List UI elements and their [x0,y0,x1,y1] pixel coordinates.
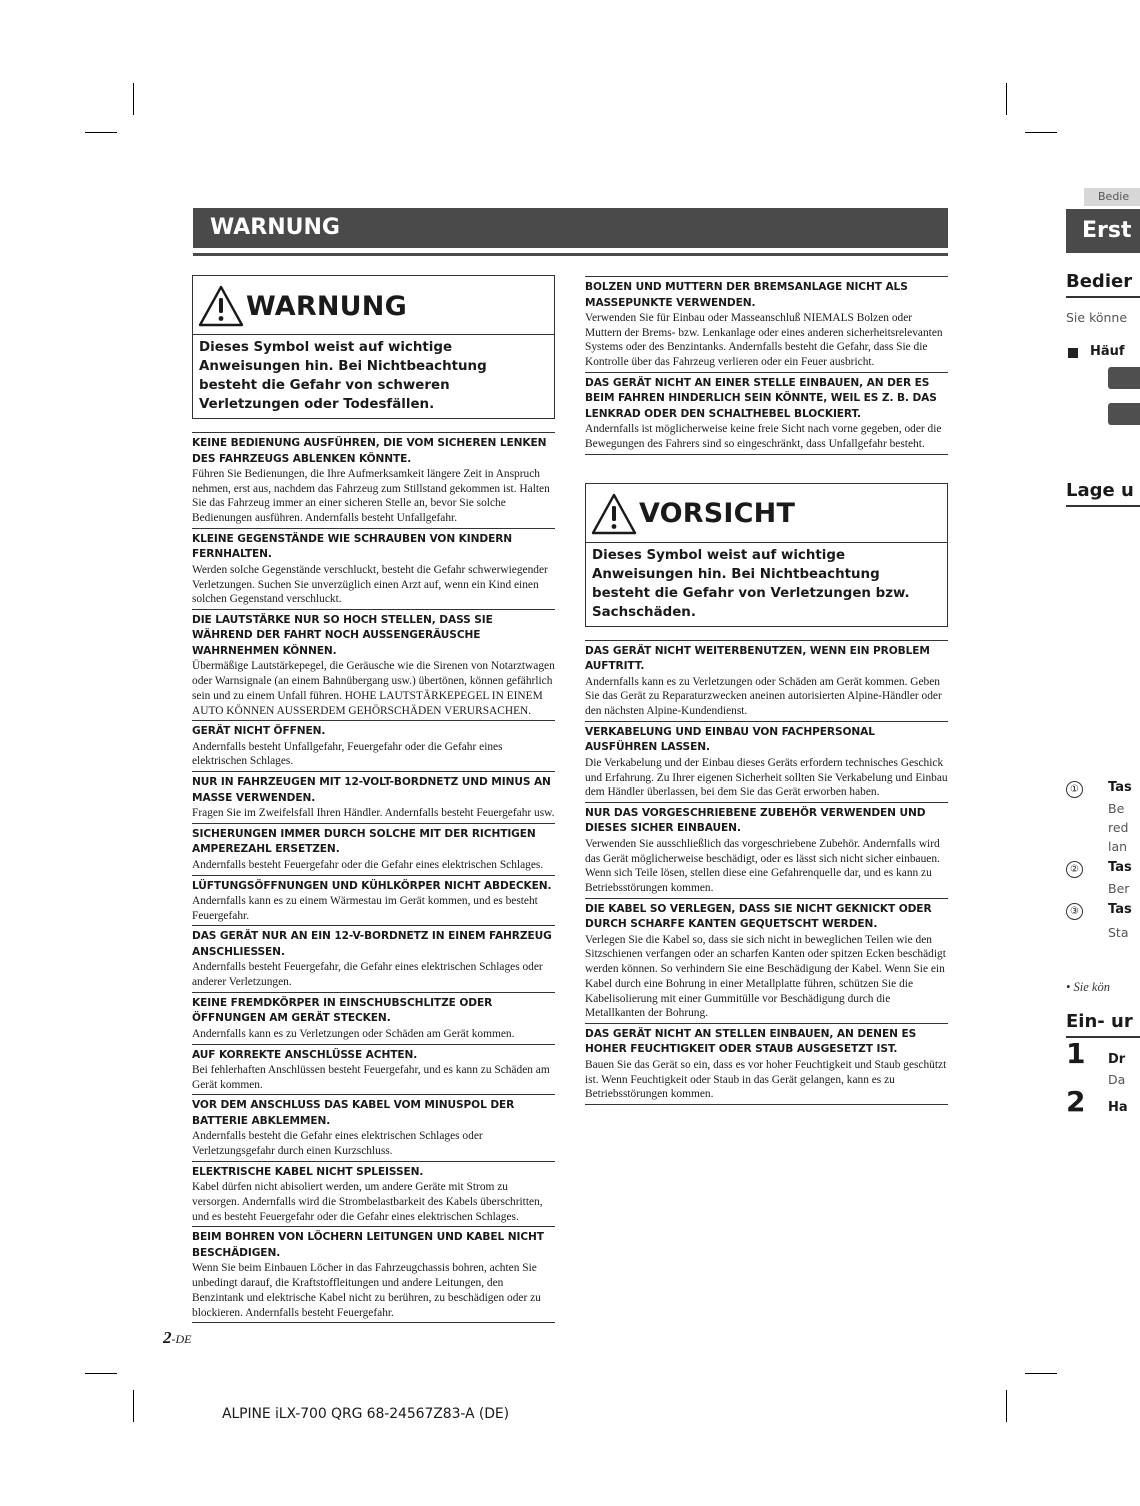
warning-item-body: Kabel dürfen nicht abisoliert werden, um andere Geräte mit Strom zu versorgen. Andernfalls wird die Strombelastbarkeit des Kabels überschritten, und es besteht Feuergefahr oder die Gefahr eines elektrischen Schlages. [192,1181,543,1223]
warning-box [192,275,555,419]
warning-item [192,926,555,992]
warning-item-heading: GERÄT NICHT ÖFFNEN. [192,725,326,738]
callout-text: Sta [1108,925,1129,940]
callout-label: Tas [1108,902,1132,917]
crop-mark [1006,1390,1007,1422]
warning-item-body: Andernfalls besteht Feuergefahr, die Gefahr eines elektrischen Schlages oder anderer Verletzungen. [192,961,543,989]
warning-item-heading: KEINE BEDIENUNG AUSFÜHREN, DIE VOM SICHEREN LENKEN DES FAHRZEUGS ABLENKEN KÖNNTE. [192,437,547,465]
warning-item [585,803,948,899]
warning-item-heading: NUR DAS VORGESCHRIEBENE ZUBEHÖR VERWENDEN UND DIESES SICHER EINBAUEN. [585,806,926,835]
warning-item-heading: BEIM BOHREN VON LÖCHERN LEITUNGEN UND KABEL NICHT BESCHÄDIGEN. [192,1231,544,1259]
warning-item-body: Wenn Sie beim Einbauen Löcher in das Fahrzeugchassis bohren, achten Sie unbedingt darauf, die Kraftstoffleitungen und andere Leitungen, den Benzintank und elektrische Kabel nicht zu berühren, zu beschädigen oder zu blockieren. Andernfalls besteht Feuergefahr. [192,1262,541,1319]
warning-item-heading: BOLZEN UND MUTTERN DER BREMSANLAGE NICHT ALS MASSEPUNKTE VERWENDEN. [585,281,908,309]
page-number [163,1328,192,1348]
crop-mark [1025,132,1057,133]
warning-item [192,824,555,876]
crop-mark [1025,1373,1057,1374]
warning-item-body: Übermäßige Lautstärkepegel, die Geräusche wie die Sirenen von Notarztwagen oder Warnsignale (an einem Bahnübergang usw.) übertönen, können gefährlich sein und zu einem Unfall führen. HOHE LAUTSTÄRKEPEGEL IN EINEM AUTO KÖNNEN AUSSERDEM GEHÖRSCHÄDEN VERURSACHEN. [192,660,555,717]
warning-item-heading: DAS GERÄT NICHT WEITERBENUTZEN, WENN EIN PROBLEM AUFTRITT. [585,644,930,673]
caution-title: VORSICHT [639,498,796,530]
crop-mark [133,83,134,115]
button-graphic [1108,367,1140,389]
caution-description: Dieses Symbol weist auf wichtige Anweisungen hin. Bei Nichtbeachtung besteht die Gefahr von Verletzungen bzw. Sachschäden. [592,547,910,620]
warning-item [585,899,948,1024]
warning-item-heading: DAS GERÄT NICHT AN EINER STELLE EINBAUEN, AN DER ES BEIM FAHREN HINDERLICH SEIN KÖNNTE, WEIL ES Z. B. DAS LENKRAD ODER DEN SCHALTHEBEL BLOCKIERT. [585,376,937,420]
warning-item-body: Andernfalls besteht die Gefahr eines elektrischen Schlages oder Verletzungsgefahr durch einen Kurzschluss. [192,1130,483,1158]
warning-item [192,432,555,529]
warning-item [192,1045,555,1096]
caution-box-head [586,484,947,543]
warning-item-body: Andernfalls kann es zu Verletzungen oder Schäden am Gerät kommen. [192,1027,515,1040]
warning-item-body: Andernfalls kann es zu einem Wärmestau im Gerät kommen, und es besteht Feuergefahr. [192,895,538,922]
warning-item-body: Andernfalls kann es zu Verletzungen oder Schäden am Gerät kommen. Geben Sie das Gerät zu Reparaturzwecken aneinen autorisierten Alpine-Händler oder den nächsten Alpine-Kundendienst. [585,675,942,718]
next-page-tab: Bedie [1084,188,1140,206]
heading-rule [1066,505,1140,507]
warning-item [192,993,555,1045]
warning-item [192,876,555,927]
warning-item [192,721,555,772]
warning-item-heading: AUF KORREKTE ANSCHLÜSSE ACHTEN. [192,1048,418,1061]
warning-item-body: Bei fehlerhaften Anschlüssen besteht Feuergefahr, und es kann zu Schäden am Gerät kommen. [192,1064,550,1091]
callout-text: Ber [1108,881,1130,896]
next-page-intro: Sie könne [1066,310,1128,325]
callout-text: lan [1108,839,1128,854]
warning-item-heading: DAS GERÄT NICHT AN STELLEN EINBAUEN, AN DENEN ES HOHER FEUCHTIGKEIT ODER STAUB AUSGESETZT IST. [585,1027,917,1056]
next-page-subheading: Häuf [1090,344,1125,359]
warning-item-heading: VERKABELUNG UND EINBAU VON FACHPERSONAL AUSFÜHREN LASSEN. [585,725,875,754]
mid-column [585,276,948,1105]
callout-label: Tas [1108,860,1132,875]
next-page-heading-ein: Ein- ur [1066,1011,1133,1032]
crop-mark [1006,83,1007,115]
warning-item-body: Führen Sie Bedienungen, die Ihre Aufmerksamkeit längere Zeit in Anspruch nehmen, erst aus, nachdem das Fahrzeug zum Stillstand gekommen ist. Halten Sie das Fahrzeug immer an einer sicheren Stelle an, bevor Sie solche Bedienungen ausführen. Andernfalls besteht Unfallgefahr. [192,468,550,525]
warning-item [192,610,555,721]
warning-item-heading: SICHERUNGEN IMMER DURCH SOLCHE MIT DER RICHTIGEN AMPEREZAHL ERSETZEN. [192,827,536,856]
warning-box-head [193,276,554,335]
bullet-square [1068,348,1078,358]
crop-mark [133,1390,134,1422]
step-number-1: 1 [1066,1037,1086,1070]
warning-item [192,529,555,610]
callout-label: Tas [1108,780,1132,795]
warning-item-heading: KEINE FREMDKÖRPER IN EINSCHUBSCHLITZE ODER ÖFFNUNGEN AM GERÄT STECKEN. [192,996,493,1025]
warning-description: Dieses Symbol weist auf wichtige Anweisungen hin. Bei Nichtbeachtung besteht die Gefahr von schweren Verletzungen oder Todesfällen. [199,340,487,412]
warning-item-heading: DAS GERÄT NUR AN EIN 12-V-BORDNETZ IN EINEM FAHRZEUG ANSCHLIESSEN. [192,930,552,958]
warning-item-body: Verlegen Sie die Kabel so, dass sie sich nicht in beweglichen Teilen wie den Sitzschienen verfangen oder an scharfen Kanten oder spitzen Ecken beschädigt werden können. So verhindern Sie eine Beschädigung der Kabel. Wenn Sie ein Kabel durch eine Bohrung in einer Metallplatte führen, schützen Sie die Kabelisolierung mit einer Gummitülle vor Beschädigung durch die Metallkanten der Bohrung. [585,933,946,1020]
warning-item-heading: DIE LAUTSTÄRKE NUR SO HOCH STELLEN, DASS SIE WÄHREND DER FAHRT NOCH AUSSENGERÄUSCHE WAHRNEHMEN KÖNNEN. [192,613,493,657]
warning-item [585,640,948,722]
left-column [192,275,555,1323]
warning-item-body: Verwenden Sie für Einbau oder Masseanschluß NIEMALS Bolzen oder Muttern der Brems- bzw. Lenkanlage oder eines anderen sicherheitsrelevanten Systems oder des Benzintanks. Andernfalls besteht die Gefahr, dass Sie die Kontrolle über das Fahrzeug verlieren oder ein Feuer ausbricht. [585,312,943,369]
warning-item [192,1227,555,1323]
warning-item-heading: NUR IN FAHRZEUGEN MIT 12-VOLT-BORDNETZ UND MINUS AN MASSE VERWENDEN. [192,776,551,804]
warning-item [585,1024,948,1105]
caution-box [585,483,948,627]
step-text: Ha [1108,1100,1128,1115]
warning-triangle-icon [198,284,244,328]
warning-item-heading: DIE KABEL SO VERLEGEN, DASS SIE NICHT GEKNICKT ODER DURCH SCHARFE KANTEN GEQUETSCHT WERDEN. [585,902,932,931]
warning-item [585,276,948,373]
section-header: WARNUNG [193,208,948,248]
next-page-strip [1066,185,1140,1125]
callout-text: Be [1108,801,1125,816]
step-text: Dr [1108,1052,1126,1067]
next-page-title: Erst [1066,209,1140,253]
next-page-heading-lage: Lage u [1066,480,1134,501]
left-item-list [192,432,555,1323]
next-page-note: • Sie kön [1066,980,1110,994]
warning-item-body: Andernfalls besteht Feuergefahr oder die Gefahr eines elektrischen Schlages. [192,858,544,871]
warning-title: WARNUNG [246,290,407,322]
mid-item-list-bottom [585,640,948,1105]
crop-mark [85,132,117,133]
warning-item-heading: ELEKTRISCHE KABEL NICHT SPLEISSEN. [192,1165,424,1178]
warning-item [585,722,948,803]
warning-item-heading: VOR DEM ANSCHLUSS DAS KABEL VOM MINUSPOL DER BATTERIE ABKLEMMEN. [192,1099,515,1127]
warning-item-body: Bauen Sie das Gerät so ein, dass es vor hoher Feuchtigkeit und Staub geschützt ist. Wenn Feuchtigkeit oder Staub in das Gerät gelangen, kann es zu Betriebsstörungen kommen. [585,1058,947,1101]
warning-item [192,1162,555,1228]
warning-item-body: Verwenden Sie ausschließlich das vorgeschriebene Zubehör. Andernfalls wird das Gerät möglicherweise beschädigt, oder es lässt sich nicht sicher einbauen. Wenn sich Teile lösen, stellen diese eine Gefahrenquelle dar, und es kann zu Betriebsstörungen kommen. [585,837,940,895]
warning-item-body: Die Verkabelung und der Einbau dieses Geräts erfordern technisches Geschick und Erfahrung. Zu Ihrer eigenen Sicherheit sollten Sie Verkabelung und Einbau dem Händler überlassen, bei dem Sie das Gerät erworben haben. [585,756,948,799]
callout-number-2: ② [1066,861,1083,878]
heading-rule [1066,296,1140,298]
button-graphic [1108,403,1140,425]
warning-item-body: Werden solche Gegenstände verschluckt, besteht die Gefahr schwerwiegender Verletzungen. Suchen Sie unverzüglich einen Arzt auf, wenn ein Kind einen solchen Gegenstand verschluckt. [192,563,548,606]
page-number-value: 2 [163,1328,172,1347]
warning-item-body: Fragen Sie im Zweifelsfall Ihren Händler. Andernfalls besteht Feuergefahr usw. [192,807,555,820]
warning-item-body: Andernfalls besteht Unfallgefahr, Feuergefahr oder die Gefahr eines elektrischen Schlages. [192,740,503,768]
warning-item [192,1095,555,1161]
callout-number-3: ③ [1066,903,1083,920]
callout-text: red [1108,820,1129,835]
print-footer: ALPINE iLX-700 QRG 68-24567Z83-A (DE) [222,1406,509,1422]
warning-item [585,373,948,455]
warning-item-heading: LÜFTUNGSÖFFNUNGEN UND KÜHLKÖRPER NICHT ABDECKEN. [192,879,552,892]
warning-item [192,772,555,824]
step-text: Da [1108,1072,1126,1087]
callout-number-1: ① [1066,781,1083,798]
mid-item-list-top [585,276,948,455]
next-page-heading-bedienung: Bedier [1066,271,1133,292]
step-number-2: 2 [1066,1085,1086,1118]
warning-item-heading: KLEINE GEGENSTÄNDE WIE SCHRAUBEN VON KINDERN FERNHALTEN. [192,532,513,561]
crop-mark [85,1373,117,1374]
caution-triangle-icon [591,492,637,536]
warning-item-body: Andernfalls ist möglicherweise keine freie Sicht nach vorne gegeben, oder die Bewegungen des Fahrers sind so eingeschränkt, dass Unfallgefahr besteht. [585,423,942,451]
page-number-suffix: -DE [171,1332,192,1346]
header-rule [193,253,948,256]
